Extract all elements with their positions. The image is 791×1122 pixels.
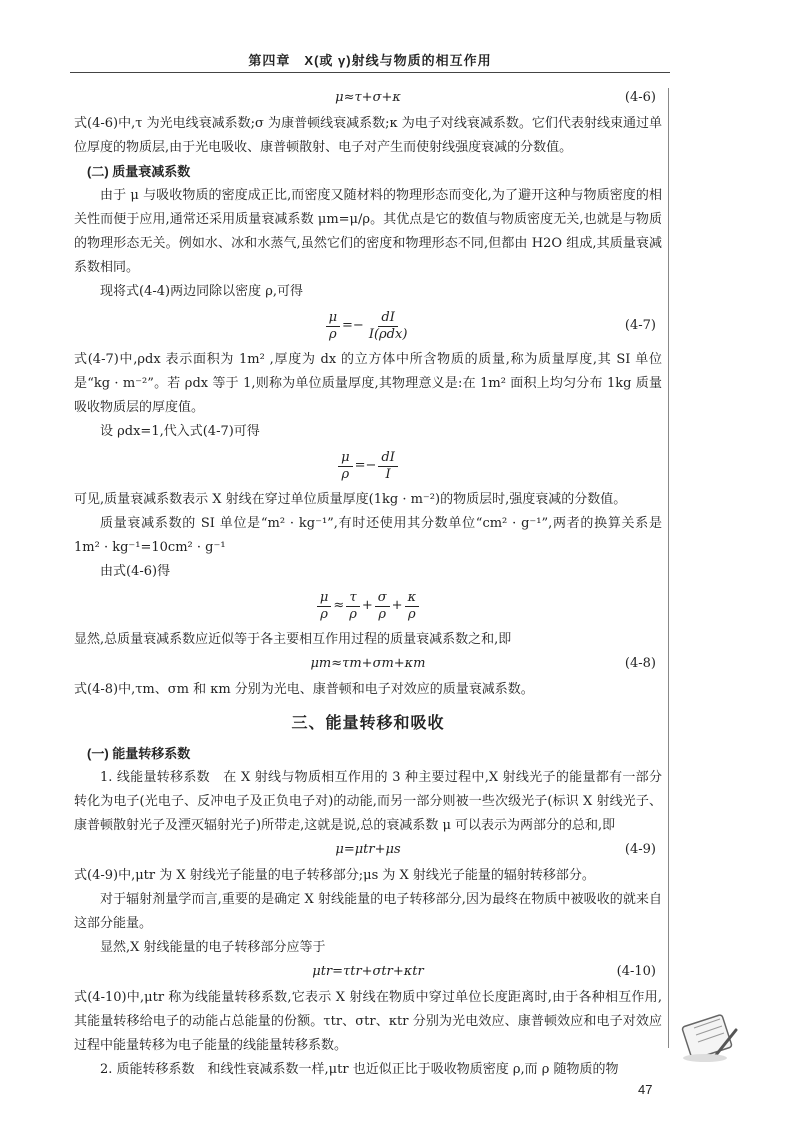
paragraph-11: 1. 线能量转移系数 在 X 射线与物质相互作用的 3 种主要过程中,X 射线光子的能量都有一部分转化为电子(光电子、反冲电子及正负电子对)的动能,而另一部分则被一些次级光子(标识 X 射线光子、康普顿散射光子及湮灭辐射光子)所带走,这就是说,总的衰减系数 μ 可以表示为两部分的总和,即	[74, 770, 662, 833]
paragraph-3: 现将式(4-4)两边同除以密度 ρ,可得	[100, 284, 303, 299]
frac-den: I(ρdx)	[368, 326, 408, 342]
paragraph-5: 设 ρdx=1,代入式(4-7)可得	[100, 424, 260, 439]
equation-4-10	[74, 960, 662, 986]
frac-den: ρ	[328, 326, 337, 342]
equation-4-7	[74, 304, 662, 348]
equals-minus: =−	[354, 458, 377, 473]
equation-b	[74, 444, 662, 488]
subheading-mass-attenuation: (二) 质量衰减系数	[87, 164, 191, 179]
frac-num: μ	[317, 590, 331, 607]
frac-num: μ	[338, 450, 352, 467]
frac-num: μ	[326, 310, 340, 327]
equation-4-7-tag: (4-7)	[624, 318, 656, 333]
frac-di	[366, 310, 411, 343]
paragraph-6: 可见,质量衰减系数表示 X 射线在穿过单位质量厚度(1kg · m⁻²)的物质层时,强度衰减的分数值。	[74, 492, 627, 507]
paragraph-13: 对于辐射剂量学而言,重要的是确定 X 射线能量的电子转移部分,因为最终在物质中被吸收的就来自这部分能量。	[74, 892, 662, 931]
margin-rule	[668, 88, 669, 1048]
frac-tau-rho	[346, 590, 360, 623]
page-body	[74, 86, 662, 1082]
frac-num: κ	[405, 590, 420, 607]
plus-sign: +	[391, 598, 403, 613]
frac-mu-rho	[338, 450, 352, 483]
frac-num: σ	[375, 590, 390, 607]
paragraph-4: 式(4-7)中,ρdx 表示面积为 1m² ,厚度为 dx 的立方体中所含物质的质量,称为质量厚度,其 SI 单位是“kg · m⁻²”。若 ρdx 等于 1,则称为单位质量厚度,其物理意义是:在 1m² 面积上均匀分布 1kg 质量吸收物质层的厚度值。	[74, 352, 662, 415]
frac-kappa-rho	[405, 590, 420, 623]
frac-den: ρ	[408, 606, 416, 622]
paragraph-16: 2. 质能转移系数 和线性衰减系数一样,μtr 也近似正比于吸收物质密度 ρ,而 ρ 随物质的物	[100, 1062, 619, 1077]
approx-sign: ≈	[333, 598, 345, 613]
frac-di-i	[378, 450, 397, 483]
frac-mu-rho	[317, 590, 331, 623]
frac-den: I	[385, 466, 391, 482]
section-heading-energy-transfer: 三、能量转移和吸收	[291, 715, 445, 732]
note-book-icon	[672, 1010, 742, 1066]
frac-sigma-rho	[375, 590, 390, 623]
page-number: 47	[638, 1082, 653, 1097]
frac-num: τ	[346, 590, 359, 607]
paragraph-15: 式(4-10)中,μtr 称为线能量转移系数,它表示 X 射线在物质中穿过单位长度距离时,由于各种相互作用,其能量转移给电子的动能占总能量的份额。τtr、σtr、κtr 分别为光电效应、康普顿效应和电子对效应过程中能量转移为电子能量的线能量转移系数。	[74, 990, 662, 1053]
frac-den: ρ	[341, 466, 350, 482]
equation-4-6	[74, 86, 662, 112]
equation-4-10-tag: (4-10)	[616, 964, 656, 979]
equation-4-9	[74, 838, 662, 864]
plus-sign: +	[361, 598, 373, 613]
frac-den: ρ	[349, 606, 357, 622]
frac-num: dI	[378, 310, 397, 327]
header-rule	[70, 72, 670, 73]
equation-4-9-body: μ=μtr+μs	[335, 842, 401, 857]
paragraph-14: 显然,X 射线能量的电子转移部分应等于	[100, 940, 326, 955]
paragraph-8: 由式(4-6)得	[100, 564, 171, 579]
frac-den: ρ	[320, 606, 328, 622]
equation-4-6-tag: (4-6)	[624, 90, 656, 105]
paragraph-2: 由于 μ 与吸收物质的密度成正比,而密度又随材料的物理形态而变化,为了避开这种与物质密度的相关性而便于应用,通常还采用质量衰减系数 μm=μ/ρ。其优点是它的数值与物质密度无关,也就是与物质的物理形态无关。例如水、冰和水蒸气,虽然它们的密度和物理形态不同,但都由 H2O 组成,其质量衰减系数相同。	[74, 188, 662, 275]
paragraph-7: 质量衰减系数的 SI 单位是“m² · kg⁻¹”,有时还使用其分数单位“cm² · g⁻¹”,两者的换算关系是 1m² · kg⁻¹=10cm² · g⁻¹	[74, 516, 662, 555]
equation-4-10-body: μtr=τtr+σtr+κtr	[312, 964, 424, 979]
equation-4-8	[74, 652, 662, 678]
running-header: 第四章 X(或 γ)射线与物质的相互作用	[248, 53, 492, 68]
frac-num: dI	[378, 450, 397, 467]
paragraph-12: 式(4-9)中,μtr 为 X 射线光子能量的电子转移部分;μs 为 X 射线光子能量的辐射转移部分。	[74, 868, 595, 883]
equals-minus: =−	[342, 318, 364, 333]
equation-4-6-body: μ≈τ+σ+κ	[335, 90, 401, 105]
subheading-energy-transfer-coefficient: (一) 能量转移系数	[87, 746, 191, 761]
equation-4-9-tag: (4-9)	[624, 842, 656, 857]
paragraph-1: 式(4-6)中,τ 为光电线衰减系数;σ 为康普顿线衰减系数;κ 为电子对线衰减系数。它们代表射线束通过单位厚度的物质层,由于光电吸收、康普顿散射、电子对产生而使射线强度衰减的分数值。	[74, 116, 662, 155]
equation-4-8-tag: (4-8)	[624, 656, 656, 671]
frac-mu-rho	[326, 310, 340, 343]
equation-4-8-body: μm≈τm+σm+κm	[310, 656, 426, 671]
paragraph-9: 显然,总质量衰减系数应近似等于各主要相互作用过程的质量衰减系数之和,即	[74, 632, 512, 647]
equation-c	[74, 584, 662, 628]
paragraph-10: 式(4-8)中,τm、σm 和 κm 分别为光电、康普顿和电子对效应的质量衰减系数。	[74, 682, 534, 697]
frac-den: ρ	[378, 606, 387, 622]
